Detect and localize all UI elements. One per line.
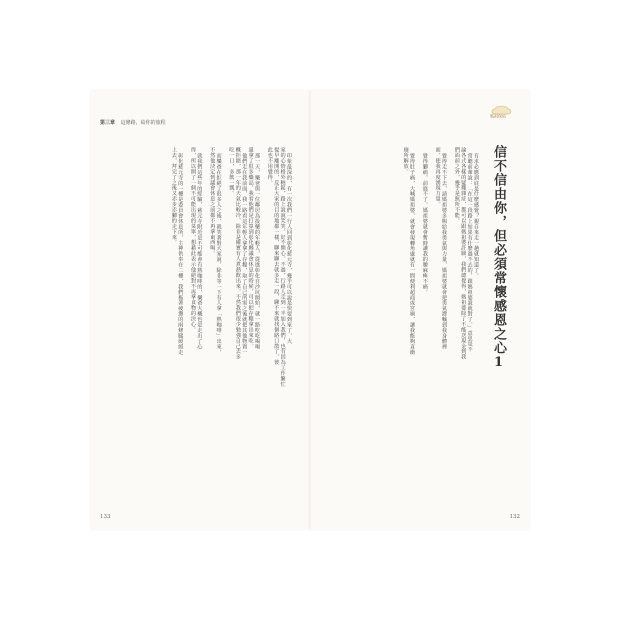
text-column: 還拿了很多藥品，我看他們是打算到彰化縣議會休息的時候，可以把存糧拿出來吃。 — [247, 147, 254, 349]
text-column: 而樂爸在拒絕了很多人之後，就笑著對大家說，除非等一下有人拿「熱咖啡」出來， — [215, 153, 222, 355]
text-column: 提早離開的，反正大家的目的地都一樣，聊來聊去就多走一段，聊不來就找個路口散了，彼 — [273, 147, 280, 365]
text-column: 覺得腳痛，前進不了，媽祖婆就會暫時讓我的腰麻痺不痛。 — [421, 153, 428, 295]
text-column: 面，使我再度湧現力量。 — [434, 147, 441, 207]
text-column: 上去，拜完了之後又赤步赤腳的走下來。 — [170, 147, 177, 246]
cloud-ornament-icon — [489, 105, 521, 119]
text-column: 覺得走不下去，請媽祖婆多賜給我勇氣與力量，媽祖婆就會把勇氣灌輸到我身體裡 — [441, 153, 447, 350]
text-column: 不然他決定到議會休息之前都不再拿東西喝。 — [209, 147, 216, 256]
text-column: 吃一口，多飲一瓢。 — [228, 147, 235, 197]
book-spread — [91, 91, 529, 529]
right-page — [310, 91, 529, 529]
text-column: 印象最深的，有一次我們一行人回到彰化慈元寺，幾乎可以說是快要到家了，大 — [286, 153, 292, 344]
header-title: 這條路，給你的旅程 — [120, 120, 166, 126]
running-header — [100, 119, 166, 126]
text-column: 有求必應到底是什麼感覺？親自來走一趟就知道了。 — [473, 153, 479, 279]
text-column: 們面前之外，幾乎是無所不能。 — [453, 147, 460, 224]
text-column: 此也不用覺得。 — [266, 147, 273, 186]
text-column: 他們走在我前面，我一路看這年輕人拿拿了存糧，取了自己所需之後就把其他物資一 — [241, 153, 248, 355]
text-column: 那一天，樂爸與一位鄰居為投藥的年輕人，從進彰化自沙坑開始，就一路吃吃喝喝 — [254, 153, 260, 350]
page-number: 133 — [100, 514, 111, 520]
text-column: 概拒絕，那一年的天氣比較冷，除非是確實有人煮熱飲出來，不然我們很少勉強自己去多 — [234, 147, 241, 360]
text-column: 論各式各樣的疑難雜症，都可以跟媽祖婆許願，我們總覺得，媽祖婆除了不能送現金到我 — [460, 147, 467, 360]
text-column: 家的心情格外輕鬆，路上說說笑笑，好不開心。不過，行路人走到一半加入我們，也有因為工作繁忙 — [279, 147, 286, 387]
text-column: 彰化慈元寺的一樓是委員會休息所，主神供奉在二樓，我們拖著疲憊的兩條腿緩緩走 — [177, 153, 184, 355]
text-column: 廁所解放。 — [402, 147, 409, 175]
header-chapter: 第三章 — [100, 120, 116, 126]
page-number: 132 — [509, 514, 520, 520]
text-column: 覺得肚子痛，大喊媽祖婆，就會發現轉角處就有一間便利超商或宮廟，讓我能夠直衝 — [409, 153, 415, 355]
text-column: 得，所以開了一個不可能出現的菜單，想藉此表示他絕對不再拿食物的決心。 — [190, 147, 196, 333]
text-column: 常聽前輩說：「在這一段路上如果有什麼過不去的，跟媽祖婆說就對了。」意思是不 — [466, 153, 473, 353]
page-title: 信不信由你，但必須常懷感恩之心1 — [491, 145, 506, 371]
ornament-text: 媽祖保佑 — [490, 113, 506, 119]
left-page — [91, 91, 310, 529]
text-column: 就我們這些年的經驗，慈元寺附近是不可能會有熱咖啡的，樂爸大概也是走出了心 — [196, 153, 203, 350]
